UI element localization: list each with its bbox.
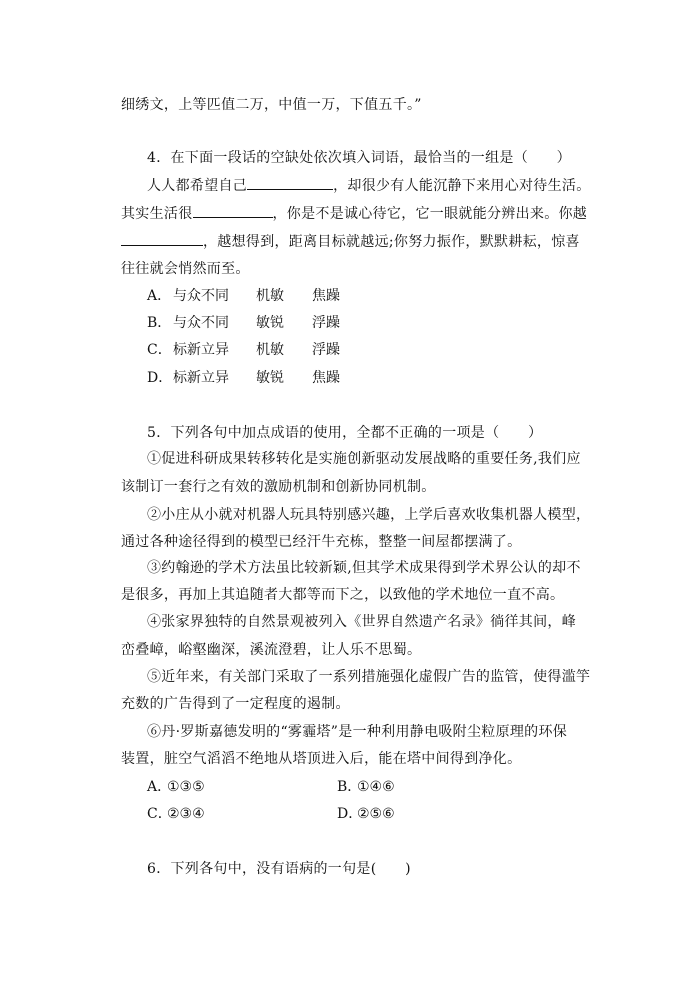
q4-stem: 4．在下面一段话的空缺处依次填入词语，最恰当的一组是（ ） [147, 150, 571, 166]
q6-stem: 6．下列各句中，没有语病的一句是( ) [147, 861, 411, 877]
q5-sentence-5-cont: 充数的广告得到了一定程度的遏制。 [121, 696, 350, 712]
q4-blank-2 [193, 203, 273, 218]
q4-passage-line-2 [121, 203, 587, 224]
q4-option-b: B． 与众不同 敏锐 浮躁 [147, 315, 340, 331]
q5-sentence-6: ⑥丹·罗斯嘉德发明的“雾霾塔”是一种利用静电吸附尘粒原理的环保 [147, 724, 568, 740]
q4-blank-1 [247, 175, 333, 190]
q5-sentence-6-cont: 装置，脏空气滔滔不绝地从塔顶进入后，能在塔中间得到净化。 [121, 751, 522, 767]
q4-passage-line-1 [147, 175, 591, 196]
q5-option-d: D．②⑤⑥ [337, 806, 395, 822]
q5-sentence-2-cont: 通过各种途径得到的模型已经汗牛充栋，整整一间屋都摆满了。 [121, 534, 522, 550]
q4-option-a: A． 与众不同 机敏 焦躁 [147, 288, 340, 304]
q5-stem: 5．下列各句中加点成语的使用，全都不正确的一项是（ ） [147, 425, 543, 441]
q4-passage-text: ，你是不是诚心待它，它一眼就能分辨出来。你越 [272, 206, 588, 222]
q5-sentence-1: ①促进科研成果转移转化是实施创新驱动发展战略的重要任务,我们应 [147, 451, 581, 467]
q5-option-b: B．①④⑥ [337, 779, 395, 795]
q5-sentence-5: ⑤近年来，有关部门采取了一系列措施强化虚假广告的监管，使得滥竽 [147, 669, 591, 685]
q5-sentence-4: ④张家界独特的自然景观被列入《世界自然遗产名录》徜徉其间，峰 [147, 614, 576, 630]
q5-sentence-3-cont: 是很多，再加上其追随者大都等而下之，以致他的学术地位一直不高。 [121, 587, 565, 603]
q5-sentence-2: ②小庄从小就对机器人玩具特别感兴趣，上学后喜欢收集机器人模型， [147, 507, 591, 523]
q4-passage-text: 人人都希望自己 [147, 178, 248, 194]
q5-sentence-3: ③约翰逊的学术方法虽比较新颖,但其学术成果得到学术界公认的却不 [147, 560, 581, 576]
q4-passage-text: 其实生活很 [121, 206, 193, 222]
q4-blank-3 [121, 231, 203, 246]
q4-passage-text: ，却很少有人能沉静下来用心对待生活。 [333, 178, 591, 194]
q5-option-c: C．②③④ [147, 806, 205, 822]
q4-passage-line-4: 往往就会悄然而至。 [121, 261, 250, 277]
q4-passage-text: ，越想得到，距离目标就越远;你努力振作，默默耕耘，惊喜 [203, 234, 580, 250]
q5-sentence-1-cont: 该制订一套行之有效的激励机制和创新协同机制。 [121, 479, 436, 495]
q4-option-d: D．标新立异 敏锐 焦躁 [147, 370, 340, 386]
continuation-line: 细绣文，上等匹值二万，中值一万，下值五千。” [121, 97, 422, 113]
q5-sentence-4-cont: 峦叠嶂，峪壑幽深，溪流澄碧，让人乐不思蜀。 [121, 642, 422, 658]
q4-passage-line-3 [121, 231, 580, 252]
q5-option-a: A．①③⑤ [147, 779, 205, 795]
q4-option-c: C．标新立异 机敏 浮躁 [147, 342, 340, 358]
